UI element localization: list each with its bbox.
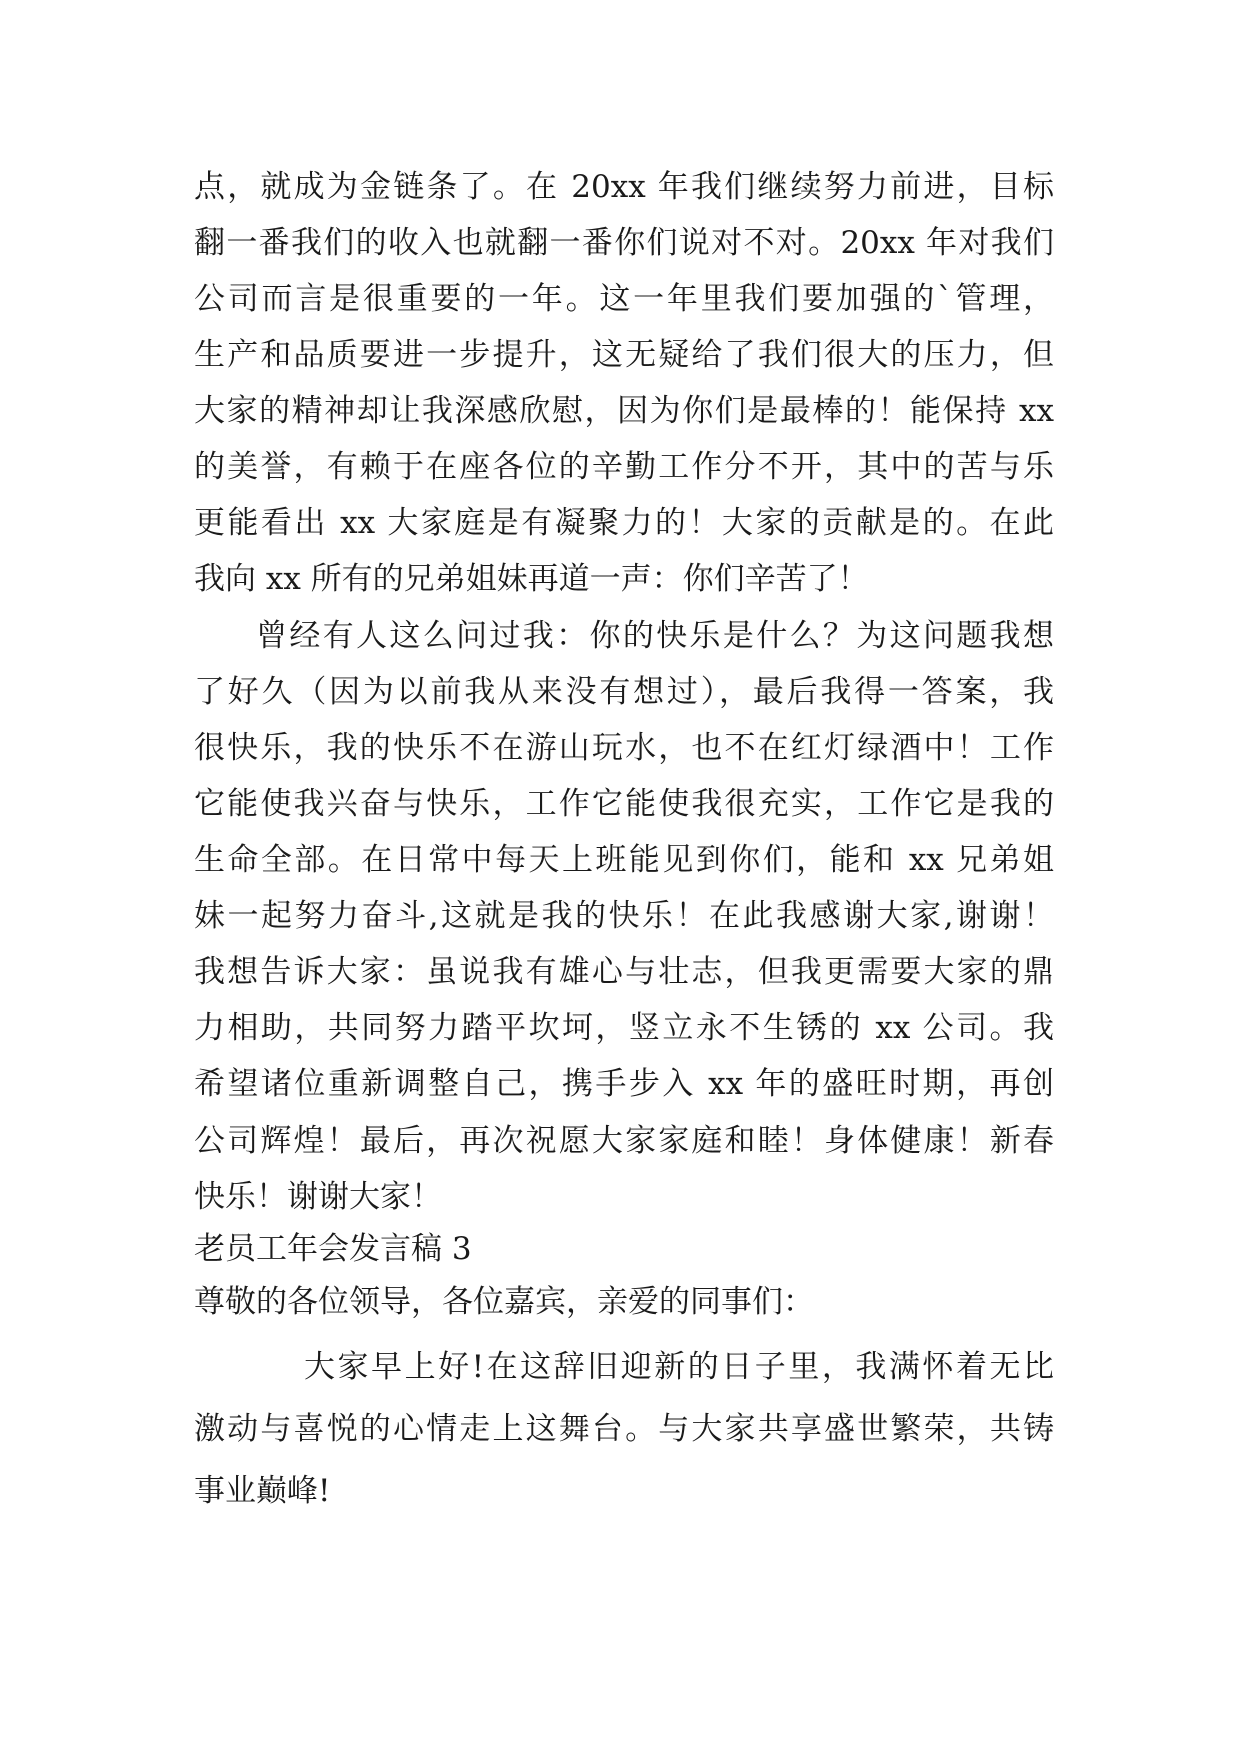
- paragraph-line: 希望诸位重新调整自己，携手步入 xx 年的盛旺时期，再创: [194, 1066, 1054, 1102]
- paragraph-line: 大家的精神却让我深感欣慰，因为你们是最棒的！能保持 xx: [194, 393, 1054, 429]
- paragraph-line: 事业巅峰!: [194, 1473, 331, 1509]
- salutation: 尊敬的各位领导，各位嘉宾，亲爱的同事们：: [194, 1284, 814, 1320]
- paragraph-line: 了好久（因为以前我从来没有想过），最后我得一答案，我: [194, 674, 1054, 710]
- paragraph-line: 更能看出 xx 大家庭是有凝聚力的！大家的贡献是的。在此: [194, 505, 1054, 541]
- paragraph-line: 激动与喜悦的心情走上这舞台。与大家共享盛世繁荣，共铸: [194, 1411, 1054, 1447]
- paragraph-line: 曾经有人这么问过我：你的快乐是什么？为这问题我想: [256, 618, 1054, 654]
- paragraph-line: 公司而言是很重要的一年。这一年里我们要加强的`管理，: [194, 281, 1054, 317]
- paragraph-line: 生产和品质要进一步提升，这无疑给了我们很大的压力，但: [194, 337, 1054, 373]
- paragraph-line: 快乐！谢谢大家！: [194, 1179, 442, 1215]
- paragraph-line: 我向 xx 所有的兄弟姐妹再道一声：你们辛苦了！: [194, 561, 869, 597]
- paragraph-line: 我想告诉大家：虽说我有雄心与壮志，但我更需要大家的鼎: [194, 954, 1054, 990]
- paragraph-line: 妹一起努力奋斗,这就是我的快乐！在此我感谢大家,谢谢！: [194, 898, 1054, 934]
- paragraph-line: 大家早上好!在这辞旧迎新的日子里，我满怀着无比: [304, 1349, 1054, 1385]
- paragraph-line: 点，就成为金链条了。在 20xx 年我们继续努力前进，目标: [194, 169, 1054, 205]
- paragraph-line: 的美誉，有赖于在座各位的辛勤工作分不开，其中的苦与乐: [194, 449, 1054, 485]
- paragraph-line: 生命全部。在日常中每天上班能见到你们，能和 xx 兄弟姐: [194, 842, 1054, 878]
- paragraph-line: 力相助，共同努力踏平坎坷，竖立永不生锈的 xx 公司。我: [194, 1010, 1054, 1046]
- paragraph-line: 翻一番我们的收入也就翻一番你们说对不对。20xx 年对我们: [194, 225, 1054, 261]
- paragraph-line: 很快乐，我的快乐不在游山玩水，也不在红灯绿酒中！工作: [194, 730, 1054, 766]
- paragraph-line: 它能使我兴奋与快乐，工作它能使我很充实，工作它是我的: [194, 786, 1054, 822]
- paragraph-line: 公司辉煌！最后，再次祝愿大家家庭和睦！身体健康！新春: [194, 1123, 1054, 1159]
- section-title: 老员工年会发言稿 3: [194, 1231, 472, 1267]
